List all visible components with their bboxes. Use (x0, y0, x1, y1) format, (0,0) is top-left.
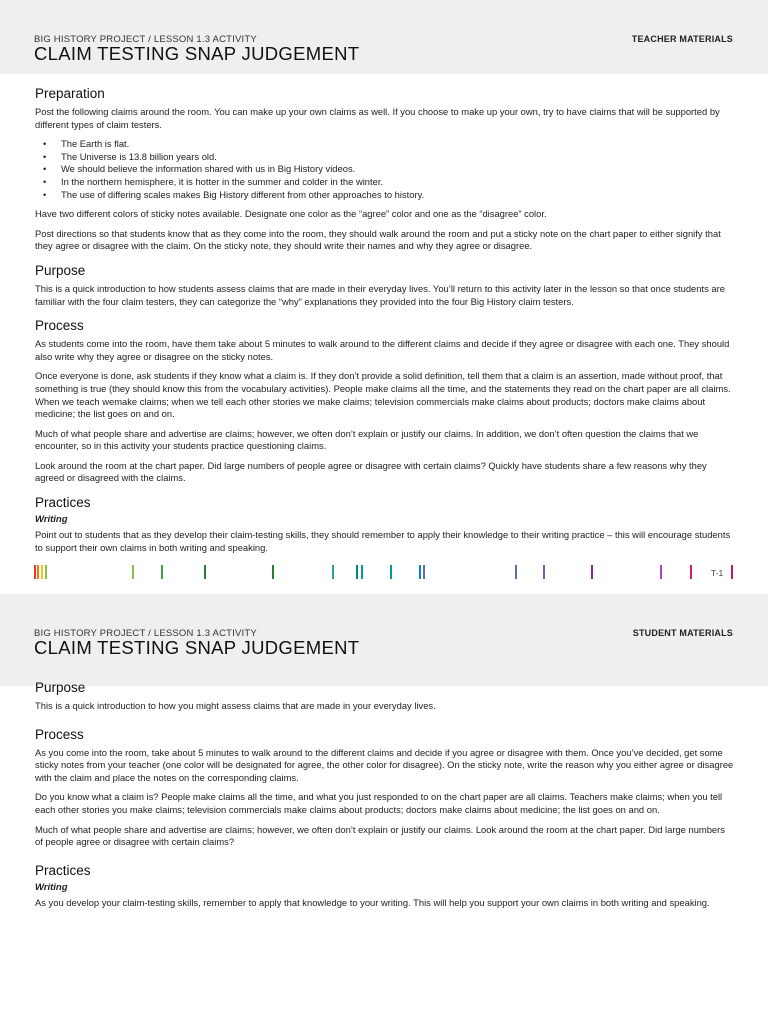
teacher-header (0, 0, 768, 74)
preparation-directions: Post directions so that students know that as they come into the room, they should walk around the room and put a sticky note on the chart paper to either signify that they agree or disagree with the claim. On the sticky note, they should write their names and why they agree or disagree. (35, 227, 721, 252)
student-content (35, 680, 735, 909)
color-tick (41, 565, 43, 579)
color-tick-bar (34, 565, 736, 580)
materials-label: STUDENT MATERIALS (632, 628, 733, 638)
writing-text: Point out to students that as they develop their claim-testing skills, they should remember to apply their knowledge to their writing practice – this will encourage students to support their own claims in both writing and speaking. (35, 529, 731, 553)
color-tick (272, 565, 274, 579)
process-paragraph: As you come into the room, take about 5 minutes to walk around to the different claims and decide if you agree or disagree with them. Once you’ve decided, get some sticky notes from your teacher (one color will be designated for agree, the other color for disagree). On the sticky note, write the reason why you either agree or disagree with the claim and place the notes on the corresponding claims. (35, 746, 734, 783)
preparation-notes: Have two different colors of sticky notes available. Designate one color as the “agree” color and one as the “disagree” color. (35, 208, 547, 220)
color-tick (515, 565, 517, 579)
purpose-heading: Purpose (35, 680, 86, 695)
practices-heading: Practices (35, 495, 91, 511)
color-tick (204, 565, 206, 579)
list-item: • The Universe is 13.8 billion years old. (61, 151, 735, 164)
header-kicker: BIG HISTORY PROJECT / LESSON 1.3 ACTIVITY (34, 628, 257, 639)
process-heading: Process (35, 726, 84, 742)
page-title: CLAIM TESTING SNAP JUDGEMENT (34, 43, 360, 64)
claims-list (35, 138, 735, 201)
process-paragraph: Once everyone is done, ask students if they know what a claim is. If they don’t provide a solid definition, tell them that a claim is an assertion, made without proof, that something is true (they should know this from the vocabulary activities). People make claims all the time, and the statements they read on the chart paper are all claims. When we teach wemake claims; when we tell each other stories we make claims; television commercials make claims about products; doctors make claims about medicine; the list goes on and on. (35, 370, 731, 420)
practices-heading: Practices (35, 862, 91, 878)
teacher-content (35, 86, 735, 554)
purpose-text: This is a quick introduction to how students assess claims that are made in their everyday lives. You’ll return to this activity later in the lesson so that once students are familiar with the four claim testers, they can categorize the “why” explanations they provided into the four Big History claim testers. (35, 282, 725, 307)
process-heading: Process (35, 318, 84, 334)
color-tick (356, 565, 358, 579)
color-tick (45, 565, 47, 579)
list-item: • The Earth is flat. (61, 138, 735, 151)
process-paragraph: Much of what people share and advertise are claims; however, we often don’t explain or justify our claims. In addition, we don’t often question the claims that we encounter, so in this activity your students practice questioning claims. (35, 427, 699, 452)
materials-label: TEACHER MATERIALS (631, 34, 733, 44)
writing-subheading: Writing (35, 881, 68, 893)
color-tick (37, 565, 39, 579)
color-tick (543, 565, 545, 579)
color-tick (132, 565, 134, 579)
color-tick (390, 565, 392, 579)
writing-subheading: Writing (35, 514, 68, 526)
preparation-intro: Post the following claims around the room. You can make up your own claims as well. If you choose to make up your own, try to have claims that will be supported by different types of claim testers. (35, 106, 720, 130)
color-tick (731, 565, 733, 579)
student-header (0, 594, 768, 686)
list-item: • In the northern hemisphere, it is hotter in the summer and colder in the winter. (61, 176, 735, 189)
color-tick (419, 565, 421, 579)
process-paragraph: Much of what people share and advertise are claims; however, we often don’t explain or justify our claims. Look around the room at the chart paper. Did large numbers of people agree or disagree with certain claims? (35, 823, 725, 848)
list-item: • The use of differing scales makes Big History different from other approaches to history. (61, 189, 735, 202)
header-kicker: BIG HISTORY PROJECT / LESSON 1.3 ACTIVITY (34, 34, 257, 45)
writing-text: As you develop your claim-testing skills, remember to apply that knowledge to your writing. This will help you support your own claims in both writing and speaking. (35, 896, 710, 908)
preparation-heading: Preparation (35, 86, 105, 101)
page-title: CLAIM TESTING SNAP JUDGEMENT (34, 637, 360, 658)
color-tick (591, 565, 593, 579)
process-paragraph: As students come into the room, have them take about 5 minutes to walk around to the different claims and decide if they agree or disagree with each one. They should also write why they agree or disagree on the sticky notes. (35, 338, 730, 362)
color-tick (690, 565, 692, 579)
purpose-text: This is a quick introduction to how you might assess claims that are made in your everyday lives. (35, 700, 436, 711)
color-tick (161, 565, 163, 579)
page-number: T-1 (711, 568, 724, 578)
student-page (0, 594, 768, 1024)
list-item: • We should believe the information shared with us in Big History videos. (61, 163, 735, 176)
color-tick (361, 565, 363, 579)
color-tick (423, 565, 425, 579)
color-tick (332, 565, 334, 579)
purpose-heading: Purpose (35, 262, 86, 278)
process-paragraph: Look around the room at the chart paper. Did large numbers of people agree or disagree with certain claims? Quickly have students share a few reasons why they agreed or disagreed with the claims. (35, 459, 707, 484)
color-tick (660, 565, 662, 579)
process-paragraph: Do you know what a claim is? People make claims all the time, and what you just responded to on the chart paper are all claims. Teachers make claims; when you tell each other stories you make claims; television commercials make claims about products; doctors make claims about medicine; the list goes on and on. (35, 791, 723, 815)
color-tick (34, 565, 36, 579)
